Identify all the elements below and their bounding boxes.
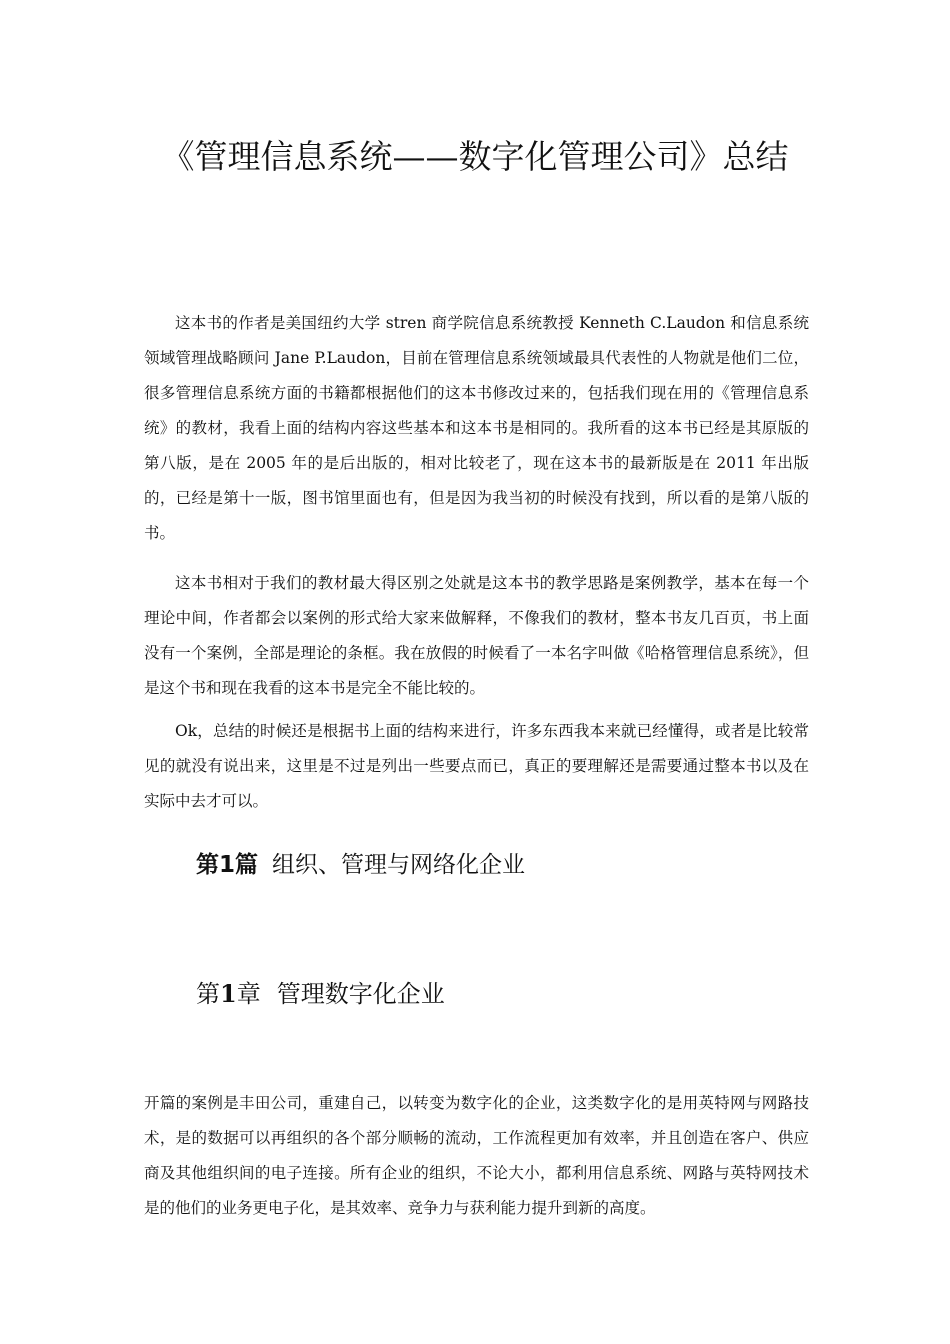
- chapter-number-prefix: 第: [196, 980, 220, 1008]
- chapter-number: 1: [220, 979, 237, 1008]
- chapter-number-suffix: 章: [236, 980, 261, 1008]
- document-title: 《管理信息系统——数字化管理公司》总结: [161, 137, 789, 176]
- intro-paragraph-2: 这本书相对于我们的教材最大得区别之处就是这本书的教学思路是案例教学，基本在每一个理论中间，作者都会以案例的形式给大家来做解释，不像我们的教材，整本书友几百页，书上面没有一个案例，全部是理论的条框。我在放假的时候看了一本名字叫做《哈格管理信息系统》，但是这个书和现在我看的这本书是完全不能比较的。: [144, 574, 809, 697]
- chapter-paragraph: 开篇的案例是丰田公司，重建自己，以转变为数字化的企业，这类数字化的是用英特网与网路技术，是的数据可以再组织的各个部分顺畅的流动，工作流程更加有效率，并且创造在客户、供应商及其他组织间的电子连接。所有企业的组织，不论大小，都利用信息系统、网路与英特网技术是的他们的业务更电子化，是其效率、竞争力与获利能力提升到新的高度。: [144, 1094, 809, 1217]
- intro-paragraph-3: Ok，总结的时候还是根据书上面的结构来进行，许多东西我本来就已经懂得，或者是比较常见的就没有说出来，这里是不过是列出一些要点而已，真正的要理解还是需要通过整本书以及在实际中去才可以。: [144, 722, 809, 810]
- part-heading: [196, 845, 525, 885]
- intro-paragraph-1: 这本书的作者是美国纽约大学 stren 商学院信息系统教授 Kenneth C.Laudon 和信息系统领域管理战略顾问 Jane P.Laudon，目前在管理信息系统领域最具代表性的人物就是他们二位，很多管理信息系统方面的书籍都根据他们的这本书修改过来的，包括我们现在用的《管理信息系统》的教材，我看上面的结构内容这些基本和这本书是相同的。我所看的这本书已经是其原版的第八版，是在 2005 年的是后出版的，相对比较老了，现在这本书的最新版是在 2011 年出版的，已经是第十一版，图书馆里面也有，但是因为我当初的时候没有找到，所以看的是第八版的书。: [144, 314, 809, 542]
- part-title: 组织、管理与网络化企业: [272, 852, 526, 878]
- part-number: 第1篇: [196, 852, 259, 878]
- chapter-heading: [196, 974, 445, 1014]
- chapter-title: 管理数字化企业: [276, 980, 445, 1008]
